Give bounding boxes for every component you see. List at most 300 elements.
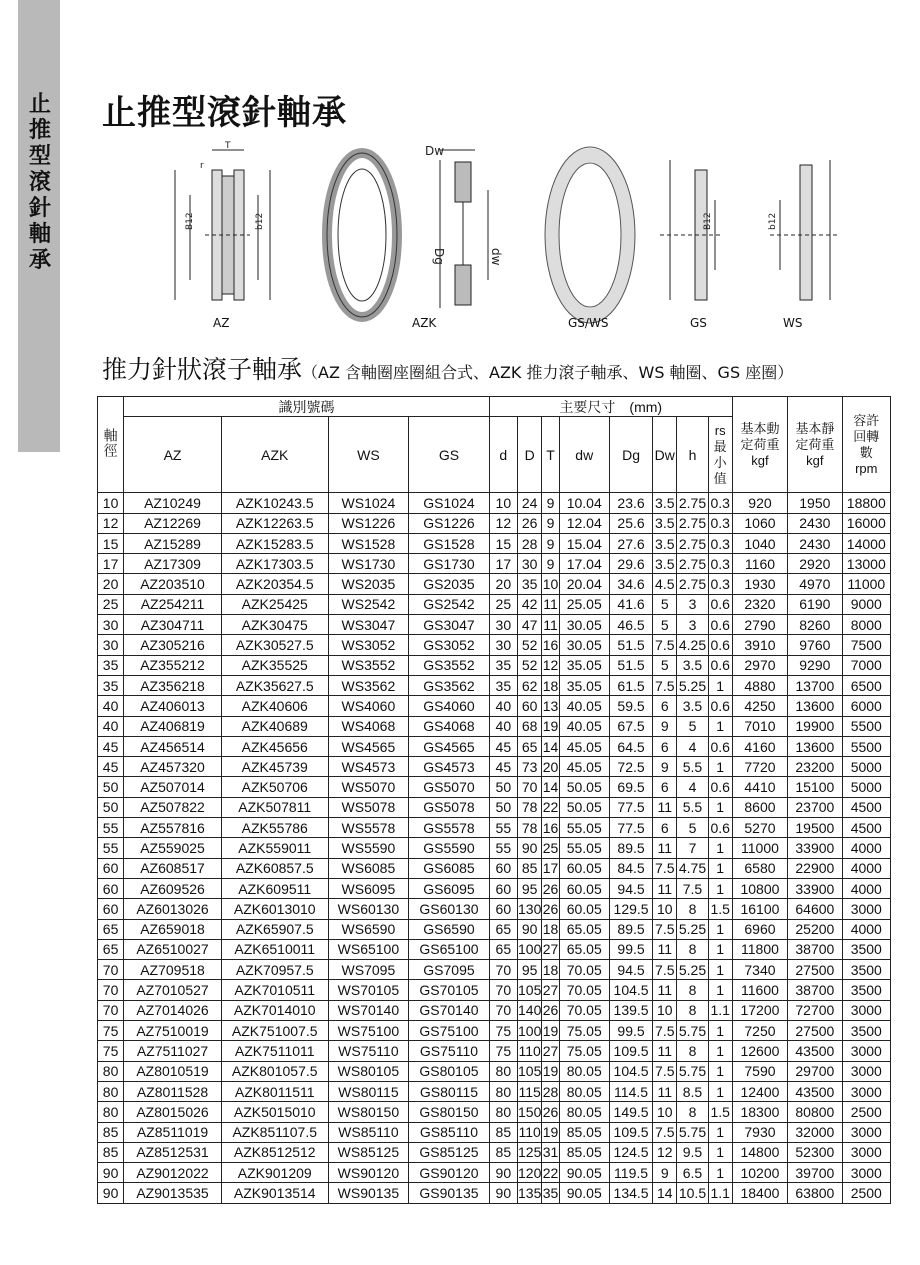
- cell-d: 35: [489, 675, 517, 695]
- cell-static-load: 32000: [788, 1122, 842, 1142]
- cell-rs: 0.6: [708, 696, 732, 716]
- cell-az: AZ254211: [124, 594, 222, 614]
- cell-T: 17: [542, 858, 559, 878]
- cell-gs: GS5578: [409, 818, 490, 838]
- table-row: [98, 1183, 891, 1203]
- cell-rs: 1: [708, 878, 732, 898]
- cell-gs: GS60130: [409, 899, 490, 919]
- cell-rs: 1.1: [708, 1183, 732, 1203]
- cell-azk: AZK65907.5: [221, 919, 328, 939]
- cell-rs: 1: [708, 838, 732, 858]
- cell-rpm: 4000: [842, 878, 890, 898]
- cell-ws: WS5078: [328, 797, 409, 817]
- cell-rpm: 3000: [842, 899, 890, 919]
- cell-dynamic-load: 1060: [732, 513, 787, 533]
- table-row: [98, 554, 891, 574]
- cell-Dw: 7.5: [653, 675, 677, 695]
- cell-static-load: 43500: [788, 1081, 842, 1101]
- cell-dynamic-load: 2320: [732, 594, 787, 614]
- subtitle-main: 推力針狀滾子軸承: [102, 355, 303, 384]
- cell-ws: WS75110: [328, 1041, 409, 1061]
- cell-azk: AZK40606: [221, 696, 328, 716]
- cell-static-load: 4970: [788, 574, 842, 594]
- cell-static-load: 23700: [788, 797, 842, 817]
- cell-azk: AZK7511011: [221, 1041, 328, 1061]
- cell-rs: 1: [708, 960, 732, 980]
- cell-D: 130: [517, 899, 542, 919]
- cell-Dw: 3.5: [653, 493, 677, 513]
- cell-az: AZ355212: [124, 655, 222, 675]
- cell-shaft: 70: [98, 960, 124, 980]
- cell-gs: GS65100: [409, 939, 490, 959]
- cell-T: 26: [542, 1102, 559, 1122]
- header-group-id: 識別號碼: [124, 397, 490, 417]
- cell-dynamic-load: 10200: [732, 1163, 787, 1183]
- header-shaft: 軸徑: [98, 397, 124, 493]
- cell-shaft: 75: [98, 1021, 124, 1041]
- cell-shaft: 40: [98, 716, 124, 736]
- cell-static-load: 2430: [788, 513, 842, 533]
- azk-ring: [327, 153, 397, 317]
- cell-d: 10: [489, 493, 517, 513]
- cell-Dg: 119.5: [609, 1163, 652, 1183]
- cell-Dw: 11: [653, 797, 677, 817]
- cell-dw: 75.05: [559, 1041, 609, 1061]
- cell-rpm: 8000: [842, 615, 890, 635]
- cell-azk: AZK751007.5: [221, 1021, 328, 1041]
- cell-az: AZ15289: [124, 533, 222, 553]
- cell-Dg: 99.5: [609, 1021, 652, 1041]
- cell-rpm: 3000: [842, 1122, 890, 1142]
- cell-gs: GS5078: [409, 797, 490, 817]
- cell-static-load: 43500: [788, 1041, 842, 1061]
- header-rs: rs 最 小 值: [708, 417, 732, 493]
- cell-Dg: 114.5: [609, 1081, 652, 1101]
- cell-rpm: 2500: [842, 1102, 890, 1122]
- cell-azk: AZK17303.5: [221, 554, 328, 574]
- cell-gs: GS6590: [409, 919, 490, 939]
- cell-shaft: 80: [98, 1081, 124, 1101]
- cell-shaft: 70: [98, 980, 124, 1000]
- azk-dim-dg: Dg: [432, 248, 446, 265]
- cell-Dw: 10: [653, 899, 677, 919]
- cell-Dg: 59.5: [609, 696, 652, 716]
- cell-dw: 85.05: [559, 1142, 609, 1162]
- table-row: [98, 1061, 891, 1081]
- cell-shaft: 75: [98, 1041, 124, 1061]
- cell-dw: 50.05: [559, 797, 609, 817]
- cell-shaft: 55: [98, 818, 124, 838]
- cell-dw: 65.05: [559, 939, 609, 959]
- cell-T: 16: [542, 818, 559, 838]
- cell-h: 5: [677, 818, 708, 838]
- cell-h: 5.5: [677, 757, 708, 777]
- cell-h: 2.75: [677, 533, 708, 553]
- cell-rs: 0.6: [708, 594, 732, 614]
- cell-d: 90: [489, 1163, 517, 1183]
- table-body: [98, 493, 891, 1203]
- cell-h: 5.5: [677, 797, 708, 817]
- cell-D: 42: [517, 594, 542, 614]
- cell-rs: 1: [708, 1021, 732, 1041]
- cell-ws: WS5070: [328, 777, 409, 797]
- cell-T: 27: [542, 980, 559, 1000]
- ws-section: [768, 160, 840, 300]
- cell-dynamic-load: 16100: [732, 899, 787, 919]
- cell-rs: 0.6: [708, 655, 732, 675]
- cell-h: 8.5: [677, 1081, 708, 1101]
- cell-gs: GS5590: [409, 838, 490, 858]
- cell-gs: GS90135: [409, 1183, 490, 1203]
- cell-T: 18: [542, 919, 559, 939]
- cell-Dg: 46.5: [609, 615, 652, 635]
- cell-Dw: 11: [653, 878, 677, 898]
- cell-rpm: 14000: [842, 533, 890, 553]
- cell-static-load: 25200: [788, 919, 842, 939]
- header-dynamic-load: 基本動 定荷重 kgf: [732, 397, 787, 493]
- cell-dw: 90.05: [559, 1183, 609, 1203]
- table-row: [98, 919, 891, 939]
- cell-T: 26: [542, 1000, 559, 1020]
- cell-shaft: 50: [98, 777, 124, 797]
- cell-T: 11: [542, 594, 559, 614]
- cell-gs: GS6095: [409, 878, 490, 898]
- cell-dynamic-load: 5270: [732, 818, 787, 838]
- cell-shaft: 15: [98, 533, 124, 553]
- cell-static-load: 64600: [788, 899, 842, 919]
- cell-gs: GS2542: [409, 594, 490, 614]
- fig-label-azk: AZK: [412, 316, 437, 330]
- cell-d: 12: [489, 513, 517, 533]
- cell-Dw: 9: [653, 757, 677, 777]
- header-rpm: 容許 回轉 數 rpm: [842, 397, 890, 493]
- table-row: [98, 675, 891, 695]
- cell-d: 80: [489, 1102, 517, 1122]
- table-row: [98, 858, 891, 878]
- cell-Dg: 77.5: [609, 818, 652, 838]
- cell-dynamic-load: 14800: [732, 1142, 787, 1162]
- side-tab-label: 止推型滾針軸承: [28, 92, 51, 273]
- cell-Dg: 94.5: [609, 960, 652, 980]
- cell-T: 12: [542, 655, 559, 675]
- cell-azk: AZK25425: [221, 594, 328, 614]
- cell-dynamic-load: 920: [732, 493, 787, 513]
- cell-shaft: 45: [98, 757, 124, 777]
- cell-d: 40: [489, 716, 517, 736]
- cell-dw: 90.05: [559, 1163, 609, 1183]
- cell-shaft: 85: [98, 1142, 124, 1162]
- cell-dynamic-load: 6580: [732, 858, 787, 878]
- gs-dim-b12: B12: [703, 212, 713, 230]
- cell-h: 4.75: [677, 858, 708, 878]
- cell-shaft: 25: [98, 594, 124, 614]
- cell-dynamic-load: 12400: [732, 1081, 787, 1101]
- cell-rpm: 5000: [842, 777, 890, 797]
- cell-h: 8: [677, 1000, 708, 1020]
- cell-az: AZ659018: [124, 919, 222, 939]
- cell-azk: AZK7010511: [221, 980, 328, 1000]
- cell-azk: AZK851107.5: [221, 1122, 328, 1142]
- cell-rs: 1: [708, 919, 732, 939]
- cell-h: 7: [677, 838, 708, 858]
- cell-rpm: 5500: [842, 716, 890, 736]
- cell-ws: WS1226: [328, 513, 409, 533]
- cell-D: 28: [517, 533, 542, 553]
- cell-Dg: 124.5: [609, 1142, 652, 1162]
- cell-Dg: 23.6: [609, 493, 652, 513]
- cell-ws: WS5590: [328, 838, 409, 858]
- cell-rpm: 6000: [842, 696, 890, 716]
- cell-dw: 55.05: [559, 838, 609, 858]
- cell-rs: 0.6: [708, 736, 732, 756]
- cell-ws: WS4068: [328, 716, 409, 736]
- cell-rs: 1: [708, 797, 732, 817]
- cell-azk: AZK559011: [221, 838, 328, 858]
- cell-rs: 1.5: [708, 899, 732, 919]
- cell-static-load: 29700: [788, 1061, 842, 1081]
- cell-h: 8: [677, 980, 708, 1000]
- cell-D: 95: [517, 878, 542, 898]
- cell-T: 19: [542, 1021, 559, 1041]
- cell-h: 4: [677, 777, 708, 797]
- cell-d: 50: [489, 797, 517, 817]
- cell-azk: AZK50706: [221, 777, 328, 797]
- cell-az: AZ8011528: [124, 1081, 222, 1101]
- cell-D: 52: [517, 635, 542, 655]
- cell-ws: WS1024: [328, 493, 409, 513]
- cell-ws: WS4060: [328, 696, 409, 716]
- table-row: [98, 1041, 891, 1061]
- cell-h: 10.5: [677, 1183, 708, 1203]
- cell-D: 26: [517, 513, 542, 533]
- cell-Dg: 72.5: [609, 757, 652, 777]
- cell-azk: AZK30475: [221, 615, 328, 635]
- cell-h: 5: [677, 716, 708, 736]
- cell-Dw: 9: [653, 1163, 677, 1183]
- cell-gs: GS3047: [409, 615, 490, 635]
- cell-shaft: 80: [98, 1102, 124, 1122]
- bearing-figures: [150, 140, 850, 340]
- cell-D: 110: [517, 1122, 542, 1142]
- cell-D: 60: [517, 696, 542, 716]
- cell-shaft: 70: [98, 1000, 124, 1020]
- cell-Dw: 7.5: [653, 635, 677, 655]
- cell-ws: WS70140: [328, 1000, 409, 1020]
- cell-D: 52: [517, 655, 542, 675]
- cell-ws: WS3047: [328, 615, 409, 635]
- cell-shaft: 17: [98, 554, 124, 574]
- cell-az: AZ609526: [124, 878, 222, 898]
- cell-ws: WS6590: [328, 919, 409, 939]
- cell-static-load: 19500: [788, 818, 842, 838]
- table-row: [98, 594, 891, 614]
- cell-gs: GS1226: [409, 513, 490, 533]
- cell-az: AZ7511027: [124, 1041, 222, 1061]
- cell-static-load: 13600: [788, 736, 842, 756]
- header-dw: dw: [559, 417, 609, 493]
- cell-T: 26: [542, 878, 559, 898]
- cell-gs: GS4573: [409, 757, 490, 777]
- cell-rs: 0.6: [708, 777, 732, 797]
- cell-d: 40: [489, 696, 517, 716]
- cell-azk: AZK801057.5: [221, 1061, 328, 1081]
- cell-rs: 0.6: [708, 615, 732, 635]
- cell-D: 78: [517, 797, 542, 817]
- cell-shaft: 90: [98, 1183, 124, 1203]
- cell-Dg: 109.5: [609, 1122, 652, 1142]
- table-row: [98, 818, 891, 838]
- cell-rpm: 3000: [842, 1142, 890, 1162]
- cell-dw: 50.05: [559, 777, 609, 797]
- cell-dynamic-load: 3910: [732, 635, 787, 655]
- az-dim-r: r: [200, 161, 204, 171]
- cell-rpm: 3500: [842, 960, 890, 980]
- header-az: AZ: [124, 417, 222, 493]
- azk-dim-dw-lower: dw: [489, 248, 503, 266]
- cell-rpm: 7000: [842, 655, 890, 675]
- cell-ws: WS80150: [328, 1102, 409, 1122]
- cell-rpm: 4500: [842, 818, 890, 838]
- cell-rs: 1: [708, 1061, 732, 1081]
- cell-Dg: 25.6: [609, 513, 652, 533]
- cell-h: 8: [677, 1041, 708, 1061]
- cell-ws: WS60130: [328, 899, 409, 919]
- cell-T: 9: [542, 493, 559, 513]
- table-row: [98, 635, 891, 655]
- cell-shaft: 90: [98, 1163, 124, 1183]
- cell-T: 14: [542, 736, 559, 756]
- cell-gs: GS70105: [409, 980, 490, 1000]
- side-tab: [18, 0, 60, 452]
- cell-Dg: 139.5: [609, 1000, 652, 1020]
- cell-Dg: 77.5: [609, 797, 652, 817]
- cell-gs: GS1730: [409, 554, 490, 574]
- cell-Dg: 89.5: [609, 838, 652, 858]
- cell-az: AZ356218: [124, 675, 222, 695]
- cell-h: 5.25: [677, 960, 708, 980]
- cell-dw: 45.05: [559, 736, 609, 756]
- cell-d: 65: [489, 939, 517, 959]
- cell-static-load: 52300: [788, 1142, 842, 1162]
- cell-shaft: 45: [98, 736, 124, 756]
- cell-d: 80: [489, 1061, 517, 1081]
- cell-shaft: 30: [98, 635, 124, 655]
- cell-rpm: 7500: [842, 635, 890, 655]
- table-row: [98, 1142, 891, 1162]
- cell-ws: WS85110: [328, 1122, 409, 1142]
- cell-rpm: 5000: [842, 757, 890, 777]
- cell-Dg: 99.5: [609, 939, 652, 959]
- cell-az: AZ406819: [124, 716, 222, 736]
- cell-d: 85: [489, 1142, 517, 1162]
- cell-D: 35: [517, 574, 542, 594]
- cell-Dw: 6: [653, 818, 677, 838]
- cell-Dw: 11: [653, 838, 677, 858]
- cell-dynamic-load: 18300: [732, 1102, 787, 1122]
- cell-h: 5.75: [677, 1061, 708, 1081]
- cell-T: 28: [542, 1081, 559, 1101]
- cell-ws: WS7095: [328, 960, 409, 980]
- table-row: [98, 757, 891, 777]
- cell-shaft: 35: [98, 655, 124, 675]
- cell-T: 20: [542, 757, 559, 777]
- cell-T: 25: [542, 838, 559, 858]
- cell-rpm: 4000: [842, 838, 890, 858]
- cell-rs: 1: [708, 858, 732, 878]
- cell-ws: WS3052: [328, 635, 409, 655]
- cell-ws: WS70105: [328, 980, 409, 1000]
- cell-dynamic-load: 2970: [732, 655, 787, 675]
- cell-rs: 1: [708, 716, 732, 736]
- cell-az: AZ10249: [124, 493, 222, 513]
- cell-az: AZ8512531: [124, 1142, 222, 1162]
- cell-d: 17: [489, 554, 517, 574]
- cell-shaft: 55: [98, 838, 124, 858]
- cell-rs: 0.6: [708, 818, 732, 838]
- cell-D: 47: [517, 615, 542, 635]
- cell-rpm: 11000: [842, 574, 890, 594]
- cell-T: 13: [542, 696, 559, 716]
- cell-D: 70: [517, 777, 542, 797]
- cell-d: 25: [489, 594, 517, 614]
- cell-h: 4.25: [677, 635, 708, 655]
- cell-Dg: 41.6: [609, 594, 652, 614]
- cell-Dw: 7.5: [653, 1021, 677, 1041]
- table-row: [98, 1081, 891, 1101]
- cell-rs: 1.5: [708, 1102, 732, 1122]
- cell-rs: 0.3: [708, 554, 732, 574]
- cell-d: 55: [489, 838, 517, 858]
- cell-rs: 1: [708, 1122, 732, 1142]
- cell-azk: AZK15283.5: [221, 533, 328, 553]
- cell-D: 150: [517, 1102, 542, 1122]
- cell-T: 22: [542, 797, 559, 817]
- cell-gs: GS5070: [409, 777, 490, 797]
- cell-azk: AZK8011511: [221, 1081, 328, 1101]
- cell-dynamic-load: 4160: [732, 736, 787, 756]
- cell-shaft: 65: [98, 939, 124, 959]
- header-Dg: Dg: [609, 417, 652, 493]
- cell-static-load: 13600: [788, 696, 842, 716]
- cell-Dw: 3.5: [653, 533, 677, 553]
- cell-dynamic-load: 11800: [732, 939, 787, 959]
- cell-ws: WS3552: [328, 655, 409, 675]
- cell-ws: WS75100: [328, 1021, 409, 1041]
- cell-ws: WS65100: [328, 939, 409, 959]
- cell-shaft: 20: [98, 574, 124, 594]
- cell-azk: AZK20354.5: [221, 574, 328, 594]
- cell-d: 20: [489, 574, 517, 594]
- cell-az: AZ7510019: [124, 1021, 222, 1041]
- cell-dynamic-load: 1930: [732, 574, 787, 594]
- cell-Dg: 134.5: [609, 1183, 652, 1203]
- cell-T: 35: [542, 1183, 559, 1203]
- cell-static-load: 23200: [788, 757, 842, 777]
- cell-az: AZ457320: [124, 757, 222, 777]
- cell-D: 115: [517, 1081, 542, 1101]
- cell-shaft: 65: [98, 919, 124, 939]
- header-d: d: [489, 417, 517, 493]
- cell-azk: AZK6510011: [221, 939, 328, 959]
- table-row: [98, 838, 891, 858]
- cell-dw: 30.05: [559, 615, 609, 635]
- cell-static-load: 2430: [788, 533, 842, 553]
- cell-D: 30: [517, 554, 542, 574]
- cell-rpm: 18800: [842, 493, 890, 513]
- cell-D: 62: [517, 675, 542, 695]
- cell-rs: 1: [708, 1163, 732, 1183]
- azk-dim-dw: Dw: [425, 144, 445, 158]
